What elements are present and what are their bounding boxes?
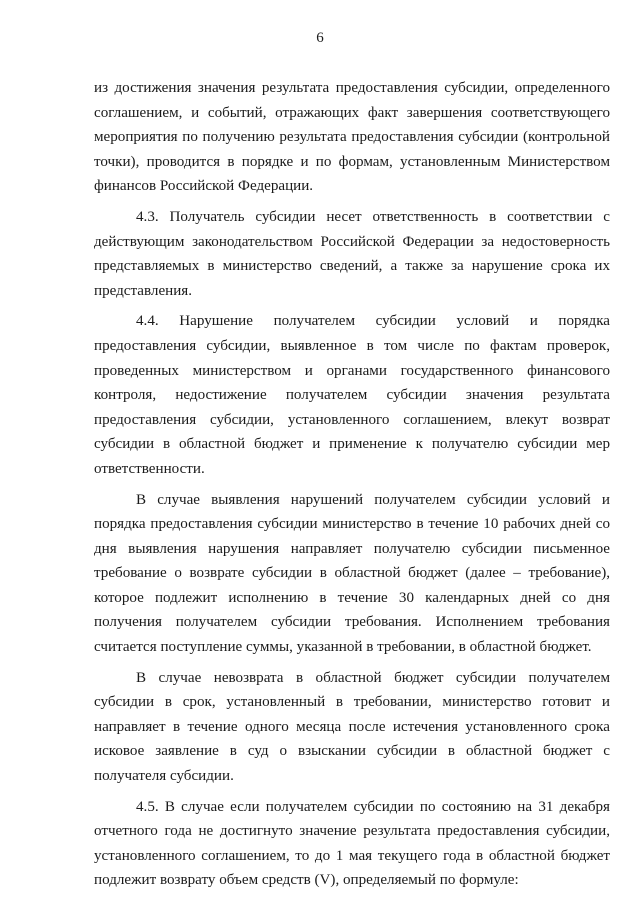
paragraph-4-5: 4.5. В случае если получателем субсидии по состоянию на 31 декабря отчетного года не достигнуто значение результата предоставления субсидии, установленного соглашением, то до 1 мая текущего года в областной бюджет подлежит возврату объем средств (V), определяемый по формуле:	[94, 798, 610, 889]
page-number: 6	[316, 30, 324, 46]
paragraph-violation-notice: В случае выявления нарушений получателем субсидии условий и порядка предоставления субсидии министерство в течение 10 рабочих дней со дня выявления нарушения направляет получателю субсидии письменное требование о возврате субсидии в областной бюджет (далее – требование), которое подлежит исполнению в течение 30 календарных дней со дня получения получателем субсидии требования. Исполнением требования считается поступление суммы, указанной в требовании, в областной бюджет.	[94, 491, 610, 656]
paragraph-non-return: В случае невозврата в областной бюджет субсидии получателем субсидии в срок, установленный в требовании, министерство готовит и направляет в течение одного месяца после истечения установленного срока исковое заявление в суд о взыскании субсидии в областной бюджет с получателя субсидии.	[94, 669, 610, 785]
document-body	[94, 76, 610, 899]
paragraph-4-3: 4.3. Получатель субсидии несет ответственность в соответствии с действующим законодательством Российской Федерации за недостоверность представляемых в министерство сведений, а также за нарушение срока их представления.	[94, 208, 610, 299]
paragraph-continuation: из достижения значения результата предоставления субсидии, определенного соглашением, и событий, отражающих факт завершения соответствующего мероприятия по получению результата предоставления субсидии (контрольной точки), проводится в порядке и по формам, установленным Министерством финансов Российской Федерации.	[94, 80, 610, 195]
paragraph-4-4: 4.4. Нарушение получателем субсидии условий и порядка предоставления субсидии, выявленное в том числе по фактам проверок, проведенных министерством и органами государственного финансового контроля, недостижение получателем субсидии значения результата предоставления субсидии, установленного соглашением, влекут возврат субсидии в областной бюджет и применение к получателю субсидии мер ответственности.	[94, 313, 610, 477]
